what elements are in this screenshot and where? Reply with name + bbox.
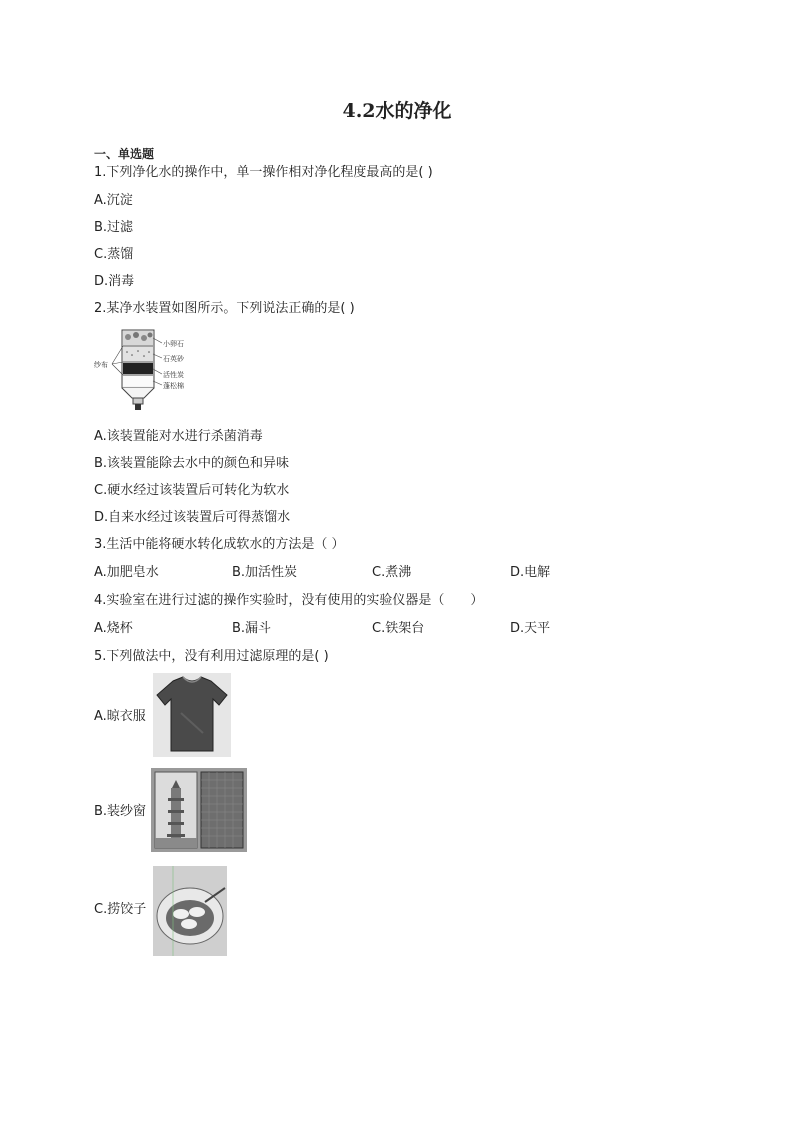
question-4-option-d[interactable]: D.天平 <box>510 621 551 636</box>
question-1-option-c[interactable]: C.蒸馏 <box>94 247 134 262</box>
question-2-option-c[interactable]: C.硬水经过该装置后可转化为软水 <box>94 483 290 498</box>
question-2-option-a[interactable]: A.该装置能对水进行杀菌消毒 <box>94 429 263 444</box>
question-1-option-d[interactable]: D.消毒 <box>94 274 135 289</box>
water-filter-figure <box>94 326 194 418</box>
question-5-option-c[interactable]: C.捞饺子 <box>94 902 147 917</box>
shirt-image <box>153 673 231 757</box>
question-5-option-a[interactable]: A.晾衣服 <box>94 709 146 724</box>
gauze-label: 纱布 <box>94 361 108 369</box>
layer-label-pebbles: 小卵石 <box>163 340 184 348</box>
question-5-stem: 5.下列做法中，没有利用过滤原理的是( ) <box>94 649 329 664</box>
question-2-option-b[interactable]: B.该装置能除去水中的颜色和异味 <box>94 456 290 471</box>
question-3-option-b[interactable]: B.加活性炭 <box>232 565 298 580</box>
question-1-option-b[interactable]: B.过滤 <box>94 220 134 235</box>
question-2-stem: 2.某净水装置如图所示。下列说法正确的是( ) <box>94 301 355 316</box>
layer-label-cotton: 蓬松棉 <box>163 382 184 390</box>
question-4-stem: 4.实验室在进行过滤的操作实验时，没有使用的实验仪器是（ ） <box>94 593 484 608</box>
question-3-option-a[interactable]: A.加肥皂水 <box>94 565 159 580</box>
page-title: 4.2水的净化 <box>342 100 452 122</box>
dumplings-image <box>153 866 227 956</box>
window-screen-image <box>151 768 247 852</box>
question-1-stem: 1.下列净化水的操作中，单一操作相对净化程度最高的是( ) <box>94 165 433 180</box>
question-4-option-b[interactable]: B.漏斗 <box>232 621 272 636</box>
question-5-option-b[interactable]: B.装纱窗 <box>94 804 147 819</box>
question-3-option-d[interactable]: D.电解 <box>510 565 551 580</box>
question-4-option-a[interactable]: A.烧杯 <box>94 621 133 636</box>
question-2-option-d[interactable]: D.自来水经过该装置后可得蒸馏水 <box>94 510 291 525</box>
layer-label-sand: 石英砂 <box>163 355 184 363</box>
question-3-stem: 3.生活中能将硬水转化成软水的方法是（ ） <box>94 537 345 552</box>
question-3-option-c[interactable]: C.煮沸 <box>372 565 412 580</box>
question-1-option-a[interactable]: A.沉淀 <box>94 193 133 208</box>
layer-label-carbon: 活性炭 <box>163 371 184 379</box>
question-4-option-c[interactable]: C.铁架台 <box>372 621 425 636</box>
section-heading: 一、单选题 <box>94 147 155 161</box>
